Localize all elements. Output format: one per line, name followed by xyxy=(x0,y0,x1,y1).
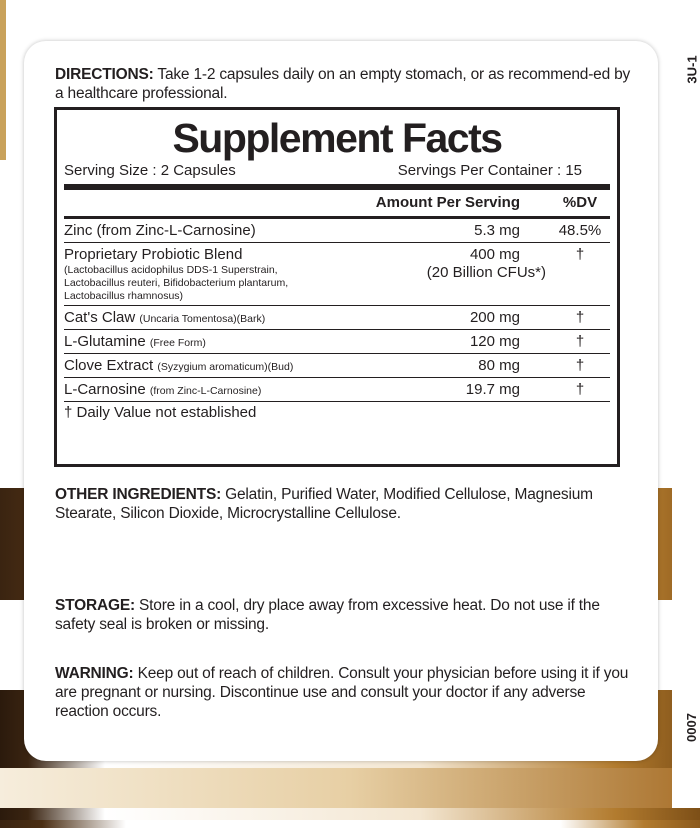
ingredient-detail: (Uncaria Tomentosa)(Bark) xyxy=(139,313,266,325)
table-row xyxy=(64,354,610,378)
table-row xyxy=(64,219,610,243)
header-amount: Amount Per Serving xyxy=(375,194,520,211)
warning-label: WARNING: xyxy=(55,665,134,682)
ingredient-amount: 80 mg xyxy=(478,357,520,374)
ingredient-dv: † xyxy=(575,357,585,374)
ingredient-amount: 200 mg xyxy=(469,309,520,326)
ingredient-name: Clove Extract xyxy=(64,357,154,374)
ingredient-amount: 19.7 mg xyxy=(465,381,520,398)
label-right-strip xyxy=(672,0,700,808)
ingredient-amount: 5.3 mg xyxy=(474,222,520,239)
directions-body: Take 1-2 capsules daily on an empty stomach, or as recommend-ed by a healthcare professional. xyxy=(55,66,631,102)
ingredient-name: Zinc (from Zinc-L-Carnosine) xyxy=(64,222,256,239)
supplement-facts-panel xyxy=(54,107,620,467)
label-edge-decoration xyxy=(0,0,6,160)
warning-text xyxy=(55,664,635,721)
ingredient-amount: 120 mg xyxy=(469,333,520,350)
facts-header-row xyxy=(64,185,610,219)
table-row xyxy=(64,306,610,330)
label-panel xyxy=(24,41,658,761)
directions-label: DIRECTIONS: xyxy=(55,66,154,83)
warning-body: Keep out of reach of children. Consult your physician before using it if you are pregnant or nursing. Discontinue use and consult your doctor if any adverse reaction occurs. xyxy=(55,665,629,720)
table-row xyxy=(64,378,610,402)
servings-per-container: Servings Per Container : 15 xyxy=(397,162,582,179)
label-bottom-decoration xyxy=(0,768,700,808)
ingredient-detail: (Lactobacillus acidophilus DDS-1 Superstrain, Lactobacillus reuteri, Bifidobacterium plantarum, Lactobacillus rhamnosus) xyxy=(64,264,289,302)
ingredient-detail: (Syzygium aromaticum)(Bud) xyxy=(157,361,294,373)
ingredient-dv: † xyxy=(575,381,585,398)
ingredient-detail: (Free Form) xyxy=(149,337,206,349)
ingredient-name: Cat's Claw xyxy=(64,309,136,326)
daily-value-footnote: † Daily Value not established xyxy=(64,404,257,421)
table-row xyxy=(64,243,610,306)
storage-label: STORAGE: xyxy=(55,597,135,614)
other-ingredients-label: OTHER INGREDIENTS: xyxy=(55,486,222,503)
ingredient-amount-cfu: (20 Billion CFUs*) xyxy=(426,264,546,281)
ingredient-dv: † xyxy=(575,246,585,263)
ingredient-dv: † xyxy=(575,309,585,326)
ingredient-detail: (from Zinc-L-Carnosine) xyxy=(149,385,262,397)
directions-text xyxy=(55,65,635,103)
ingredient-dv: 48.5% xyxy=(558,222,602,239)
ingredient-name: L-Glutamine xyxy=(64,333,146,350)
header-dv: %DV xyxy=(562,194,598,211)
other-ingredients-body: Gelatin, Purified Water, Modified Cellulose, Magnesium Stearate, Silicon Dioxide, Microcrystalline Cellulose. xyxy=(55,486,593,522)
other-ingredients-text xyxy=(55,485,635,523)
serving-size: Serving Size : 2 Capsules xyxy=(64,162,236,179)
storage-body: Store in a cool, dry place away from excessive heat. Do not use if the safety seal is broken or missing. xyxy=(55,597,600,633)
table-row xyxy=(64,330,610,354)
ingredient-amount: 400 mg xyxy=(469,246,520,263)
side-code-top: 3U-1 xyxy=(684,55,700,84)
ingredient-dv: † xyxy=(575,333,585,350)
serving-info-row xyxy=(64,162,610,185)
facts-title: Supplement Facts xyxy=(172,115,502,161)
ingredient-name: L-Carnosine xyxy=(64,381,146,398)
side-code-bottom: 0007 xyxy=(684,713,700,742)
ingredient-name: Proprietary Probiotic Blend xyxy=(64,246,243,263)
storage-text xyxy=(55,596,635,634)
